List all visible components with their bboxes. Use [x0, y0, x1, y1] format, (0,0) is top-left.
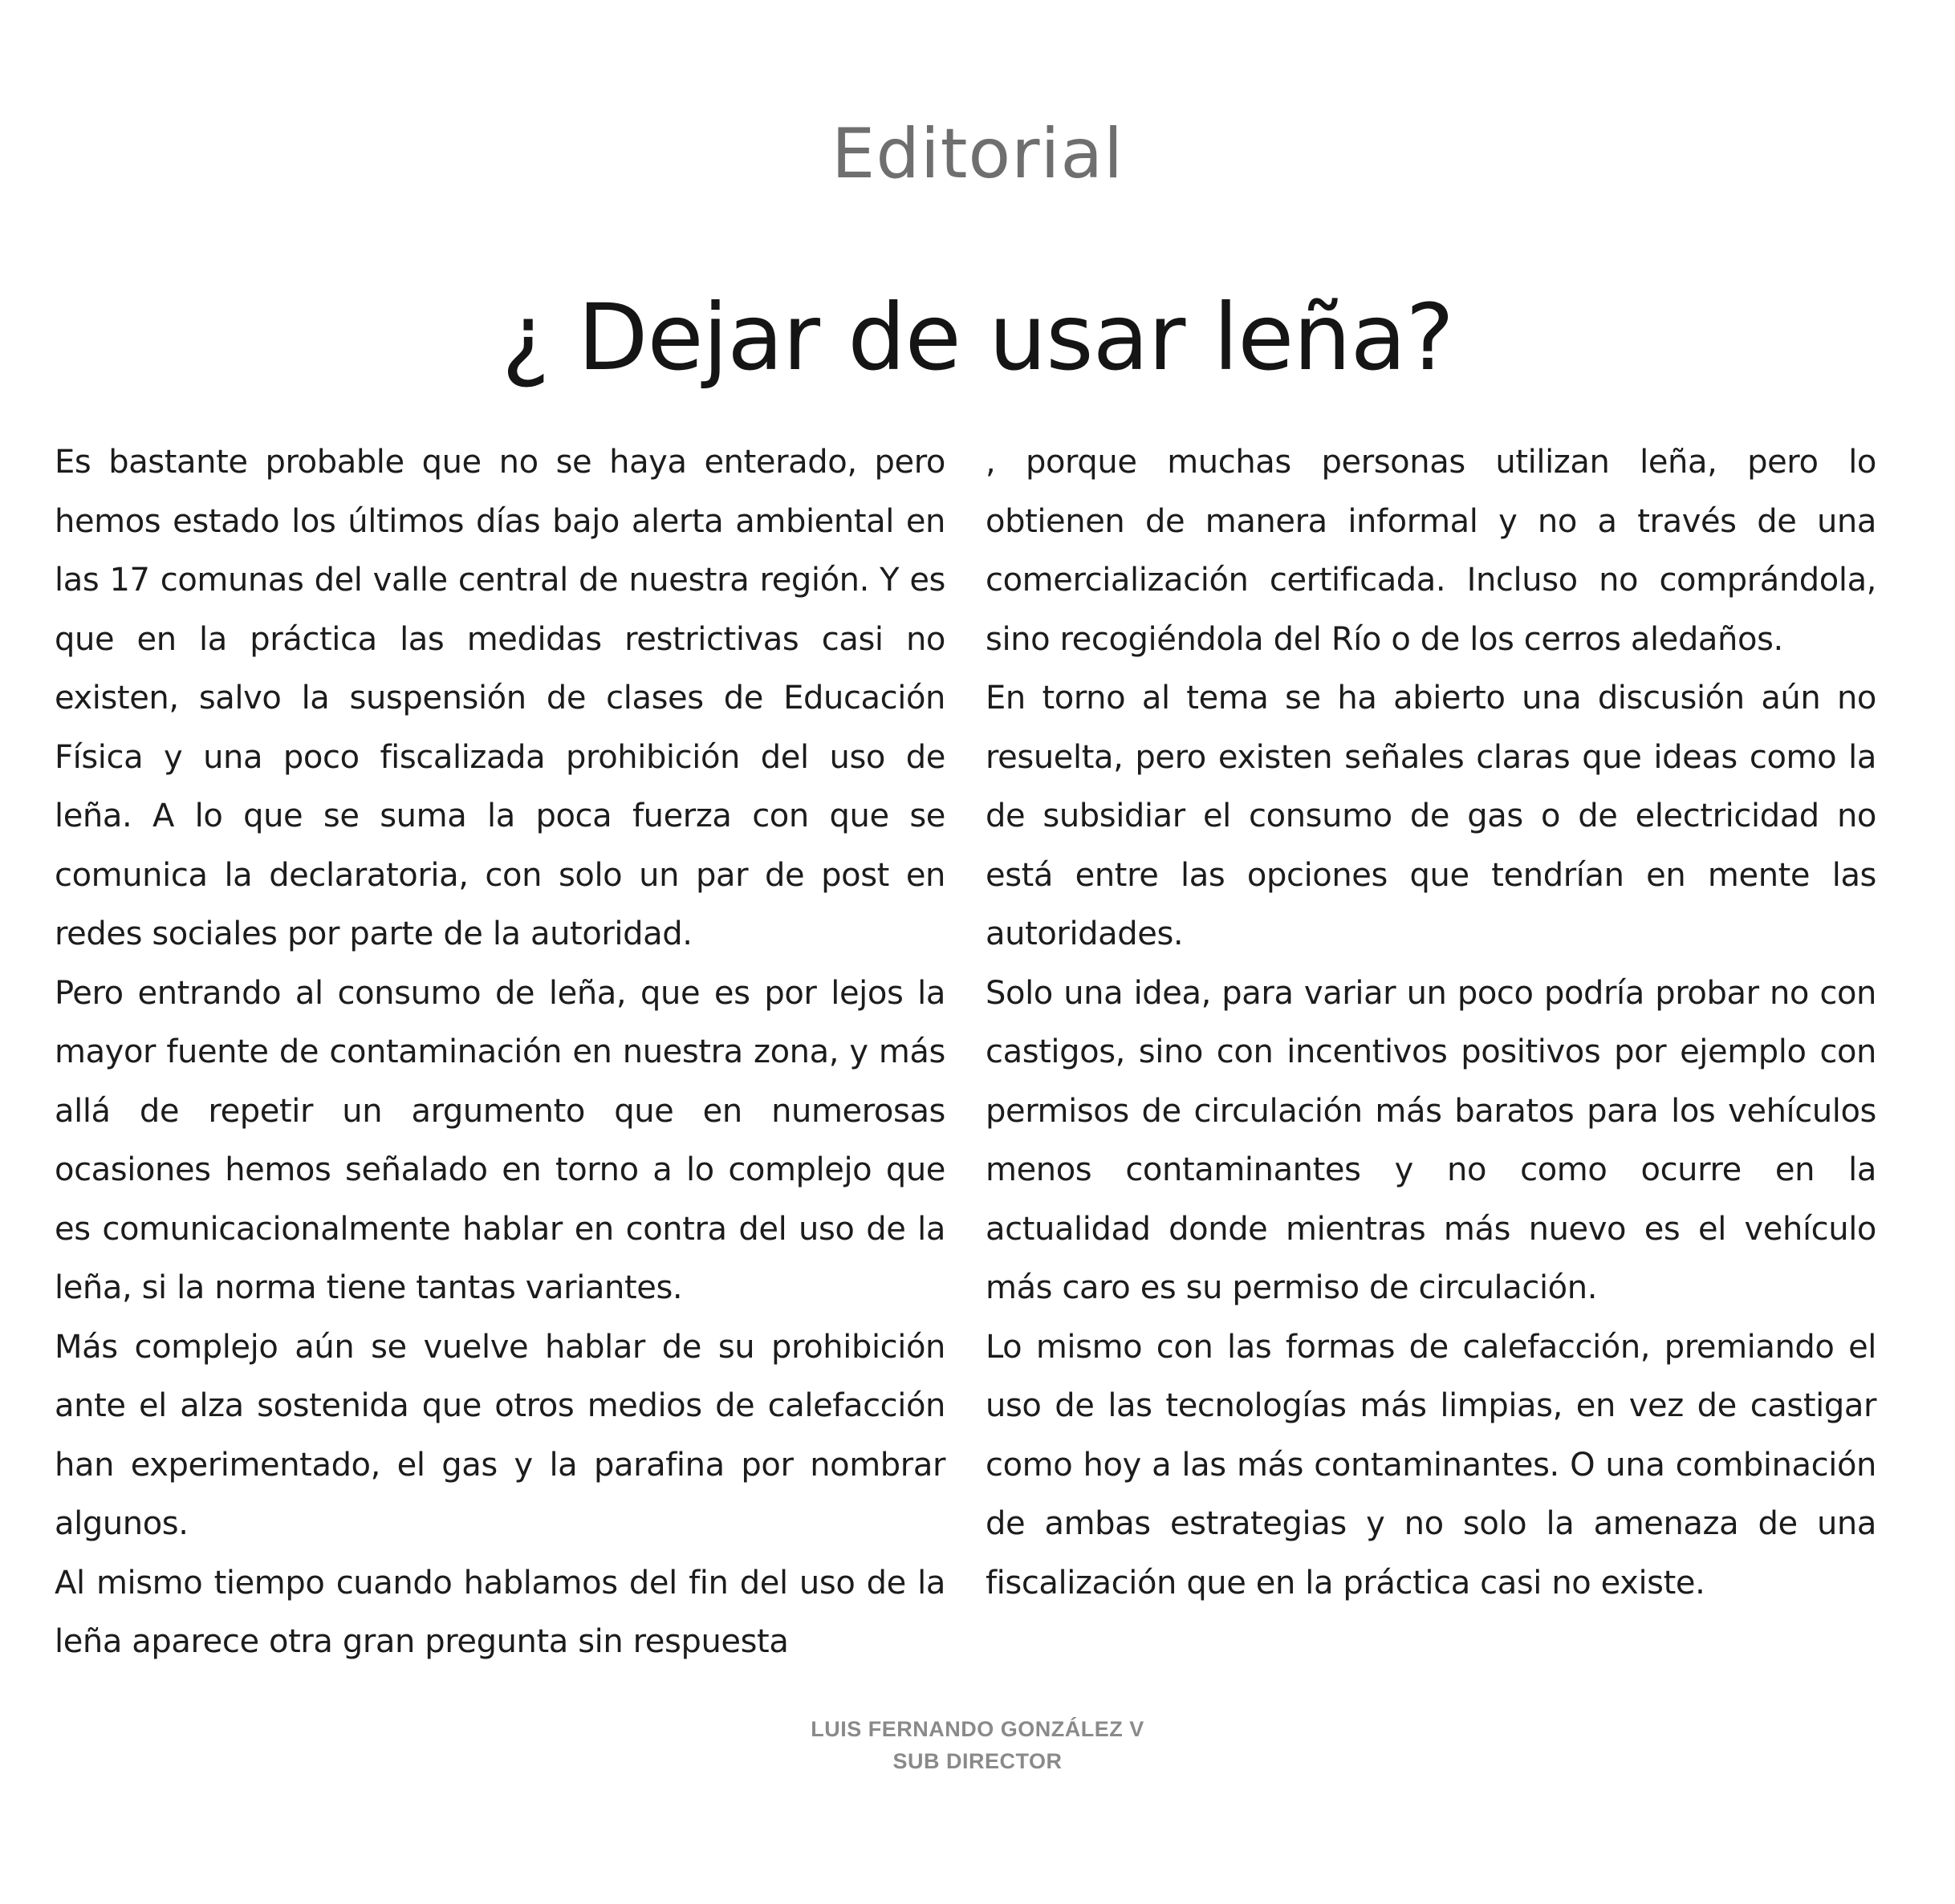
author-role: SUB DIRECTOR	[892, 1749, 1063, 1773]
paragraph: En torno al tema se ha abierto una discusión aún no resuelta, pero existen señales claras que ideas como la de subsidiar el consumo de gas o de electricidad no está entre las opciones que tendrían en mente las autoridades.	[986, 680, 1876, 952]
headline: ¿ Dejar de usar leña?	[501, 284, 1454, 391]
paragraph: Más complejo aún se vuelve hablar de su prohibición ante el alza sostenida que otros medios de calefacción han experimentado, el gas y la parafina por nombrar algunos.	[55, 1328, 945, 1542]
paragraph: Solo una idea, para variar un poco podría probar no con castigos, sino con incentivos positivos por ejemplo con permisos de circulación más baratos para los vehículos menos contaminantes y no como ocurre en la actualidad donde mientras más nuevo es el vehículo más caro es su permiso de circulación.	[986, 974, 1876, 1306]
right-column	[986, 433, 1876, 1613]
left-column	[55, 433, 945, 1672]
paragraph: Al mismo tiempo cuando hablamos del fin del uso de la leña aparece otra gran pregunta sin respuesta	[55, 1564, 945, 1660]
author-name: LUIS FERNANDO GONZÁLEZ V	[811, 1717, 1144, 1741]
paragraph: Es bastante probable que no se haya enterado, pero hemos estado los últimos días bajo alerta ambiental en las 17 comunas del valle central de nuestra región. Y es que en la práctica las medidas restrictivas casi no existen, salvo la suspensión de clases de Educación Física y una poco fiscalizada prohibición del uso de leña. A lo que se suma la poca fuerza con que se comunica la declaratoria, con solo un par de post en redes sociales por parte de la autoridad.	[55, 444, 945, 952]
byline	[0, 1713, 1955, 1777]
paragraph: Lo mismo con las formas de calefacción, premiando el uso de las tecnologías más limpias, en vez de castigar como hoy a las más contaminantes. O una combinación de ambas estrategias y no solo la amenaza de una fiscalización que en la práctica casi no existe.	[986, 1328, 1876, 1602]
section-label: Editorial	[831, 114, 1124, 194]
paragraph: , porque muchas personas utilizan leña, pero lo obtienen de manera informal y no a través de una comercialización certificada. Incluso no comprándola, sino recogiéndola del Río o de los cerros aledaños.	[986, 444, 1876, 658]
paragraph: Pero entrando al consumo de leña, que es por lejos la mayor fuente de contaminación en nuestra zona, y más allá de repetir un argumento que en numerosas ocasiones hemos señalado en torno a lo complejo que es comunicacionalmente hablar en contra del uso de la leña, si la norma tiene tantas variantes.	[55, 974, 945, 1306]
